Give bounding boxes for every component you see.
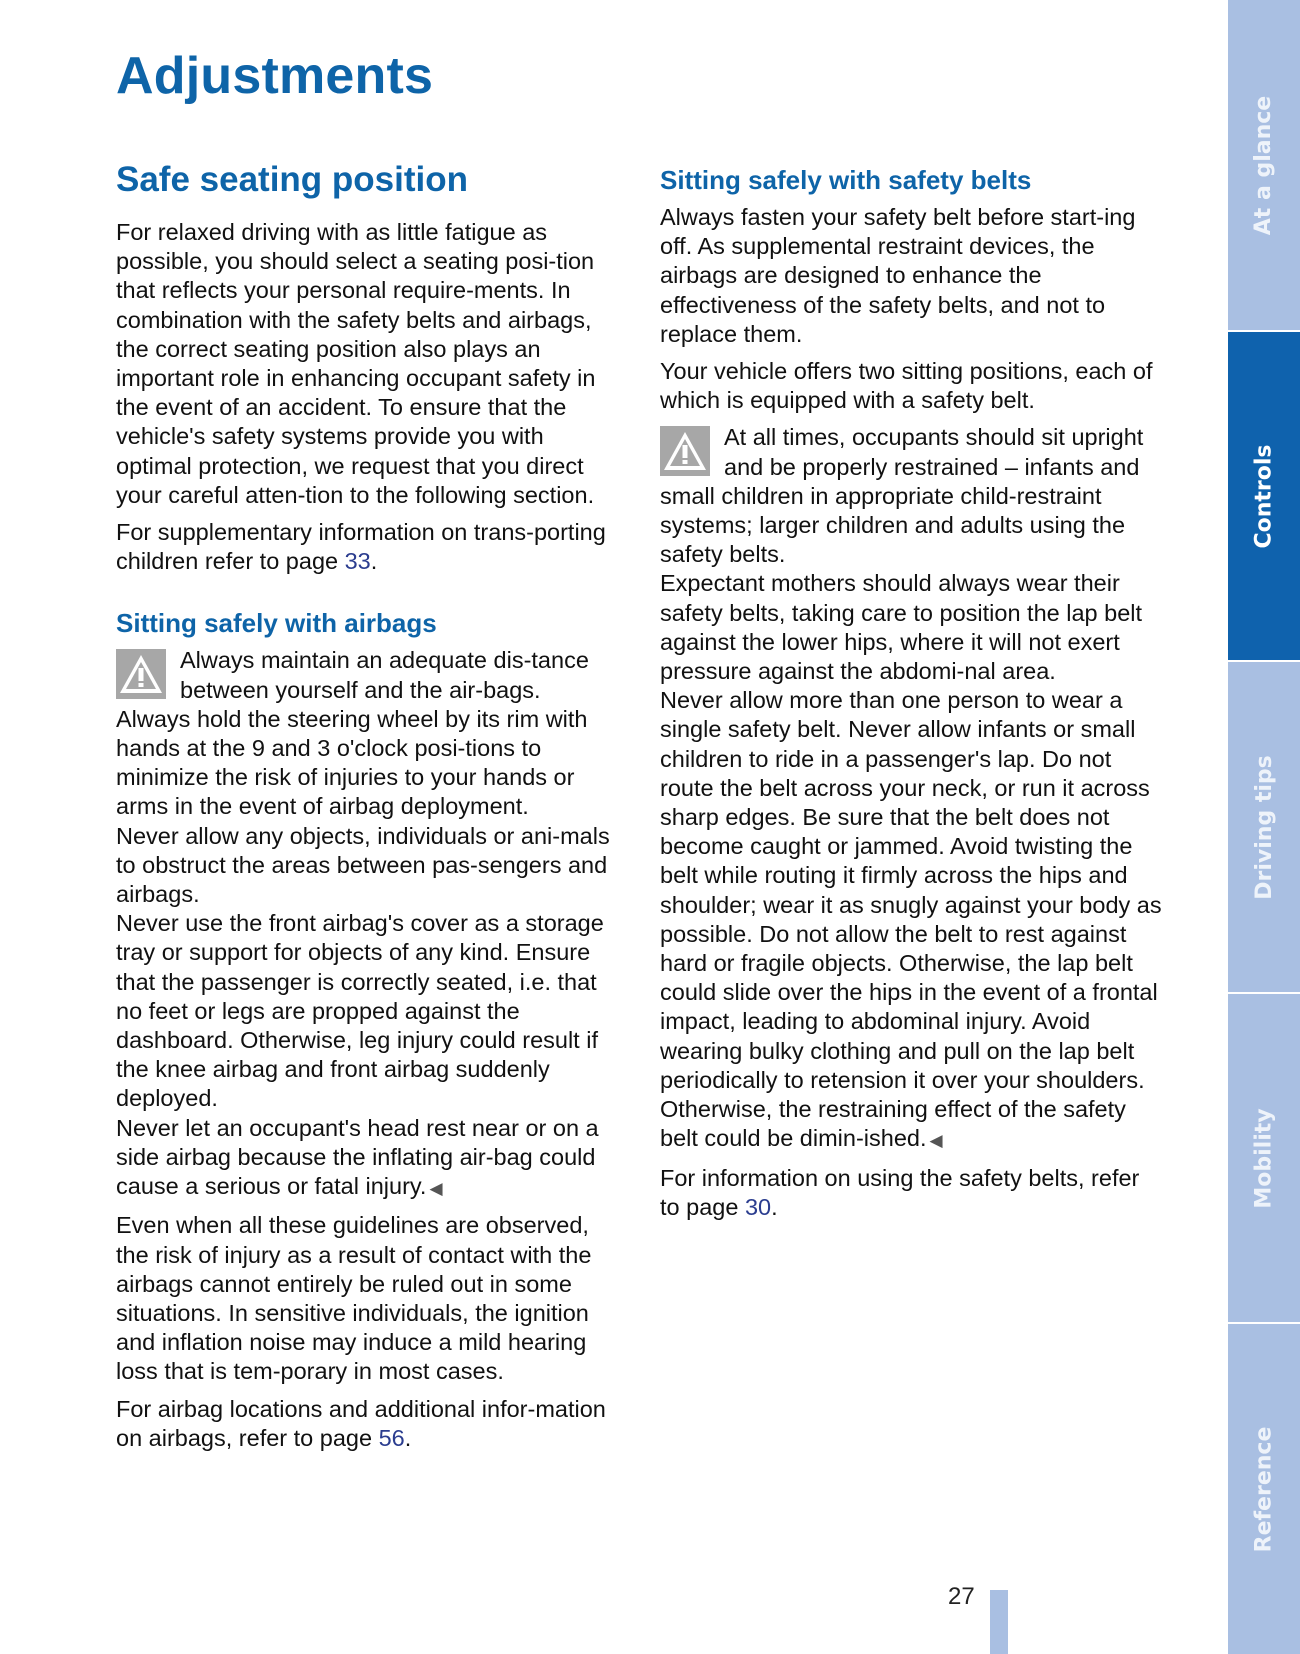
intro-paragraph: For relaxed driving with as little fatigue as possible, you should select a seating posi-tion that reflects your personal require-ments. In combination with the safety belts and airbags, the correct seating position also plays an important role in enhancing occupant safety in the event of an accident. To ensure that the vehicle's safety systems provide you with optimal protection, we request that you direct your careful atten-tion to the following section. — [116, 219, 596, 508]
airbag-warning-p4-wrap — [116, 1114, 616, 1204]
tab-label: At a glance — [1251, 95, 1277, 235]
left-column — [116, 160, 616, 1461]
end-of-warning-icon: ◀ — [929, 1131, 943, 1151]
tab-reference[interactable] — [1228, 1324, 1300, 1654]
warning-triangle-icon — [660, 426, 710, 476]
warning-triangle-icon — [116, 649, 166, 699]
page-number-bar — [990, 1590, 1008, 1654]
tab-label: Mobility — [1251, 1107, 1277, 1209]
tab-mobility[interactable] — [1228, 994, 1300, 1322]
sitting-positions-paragraph: Your vehicle offers two sitting positions, each of which is equipped with a safety belt. — [660, 358, 1153, 414]
page-link-33[interactable]: 33 — [344, 548, 371, 575]
end-of-warning-icon: ◀ — [429, 1179, 443, 1199]
airbag-warning-p3: Never use the front airbag's cover as a storage tray or support for objects of any kind. Ensure that the passenger is correctly seated, i.e. that no feet or legs are propped against the dashboard. Otherwise, leg injury could result if the knee airbag and front airbag suddenly deployed. — [116, 910, 604, 1112]
belt-reference-text: For information on using the safety belts, refer to page — [660, 1164, 1140, 1220]
airbag-reference-paragraph: For airbag locations and additional infor-mation on airbags, refer to page 56. — [116, 1395, 606, 1451]
tab-driving-tips[interactable] — [1228, 662, 1300, 992]
airbag-reference-text: For airbag locations and additional infor-mation on airbags, refer to page — [116, 1395, 606, 1451]
children-reference-paragraph: For supplementary information on trans-porting children refer to page 33. — [116, 519, 606, 575]
subheading-safety-belts: Sitting safely with safety belts — [660, 165, 1032, 195]
subheading-airbags: Sitting safely with airbags — [116, 608, 437, 639]
tab-label: Reference — [1251, 1426, 1277, 1552]
belt-warning-p3: Never allow more than one person to wear a single safety belt. Never allow infants or small children to ride in a passenger's lap. Do not route the belt across your neck, or run it across sharp edges. Be sure that the belt does not become caught or jammed. Avoid twisting the belt while routing it firmly across the hips and shoulder; wear it as snugly against your body as possible. Do not allow the belt to rest against hard or fragile objects. Otherwise, the lap belt could slide over the hips in the event of a frontal impact, leading to abdominal injury. Avoid wearing bulky clothing and pull on the lap belt periodically to retension it over your shoulders. Otherwise, the restraining effect of the safety belt could be dimin-ished. — [660, 687, 1162, 1152]
page-number: 27 — [948, 1583, 975, 1610]
belt-warning-block — [660, 423, 1165, 1155]
page-title: Adjustments — [116, 47, 434, 105]
belt-warning-p2: Expectant mothers should always wear their safety belts, taking care to position the lap belt against the lower hips, where it will not exert pressure against the abdomi-nal area. — [660, 570, 1143, 685]
airbag-warning-p4: Never let an occupant's head rest near or on a side airbag because the inflating air-bag could cause a serious or fatal injury. — [116, 1114, 599, 1200]
children-reference-text: For supplementary information on trans-porting children refer to page — [116, 519, 606, 575]
right-column — [660, 163, 1165, 1230]
belt-warning-p3-wrap — [660, 686, 1165, 1155]
section-heading-safe-seating: Safe seating position — [116, 160, 468, 199]
belt-reference-paragraph: For information on using the safety belts, refer to page 30. — [660, 1164, 1140, 1220]
tab-label: Driving tips — [1251, 754, 1277, 900]
tab-controls[interactable] — [1228, 332, 1300, 660]
hearing-loss-paragraph: Even when all these guidelines are observed, the risk of injury as a result of contact with the airbags cannot entirely be ruled out in some situations. In sensitive individuals, the ignition and inflation noise may induce a mild hearing loss that is tem-porary in most cases. — [116, 1212, 592, 1385]
belt-intro-paragraph: Always fasten your safety belt before start-ing off. As supplemental restraint devices, the airbags are designed to enhance the effectiveness of the safety belts, and not to replace them. — [660, 204, 1136, 347]
airbag-warning-p2: Never allow any objects, individuals or ani-mals to obstruct the areas between pas-sengers and airbags. — [116, 822, 610, 908]
belt-warning-p1: At all times, occupants should sit upright and be properly restrained – infants and small children in appropriate child-restraint systems; larger children and adults using the safety belts. — [660, 424, 1144, 568]
tab-label: Controls — [1251, 443, 1277, 549]
chapter-tabs — [1228, 0, 1300, 1654]
page-link-30[interactable]: 30 — [744, 1193, 772, 1220]
page-link-56[interactable]: 56 — [378, 1424, 405, 1451]
airbag-warning-block — [116, 646, 616, 1203]
airbag-warning-p1: Always maintain an adequate dis-tance between yourself and the air-bags. Always hold the steering wheel by its rim with hands at the 9 and 3 o'clock posi-tions to minimize the risk of injuries to your hands or arms in the event of airbag deployment. — [116, 647, 589, 820]
tab-at-a-glance[interactable] — [1228, 0, 1300, 330]
